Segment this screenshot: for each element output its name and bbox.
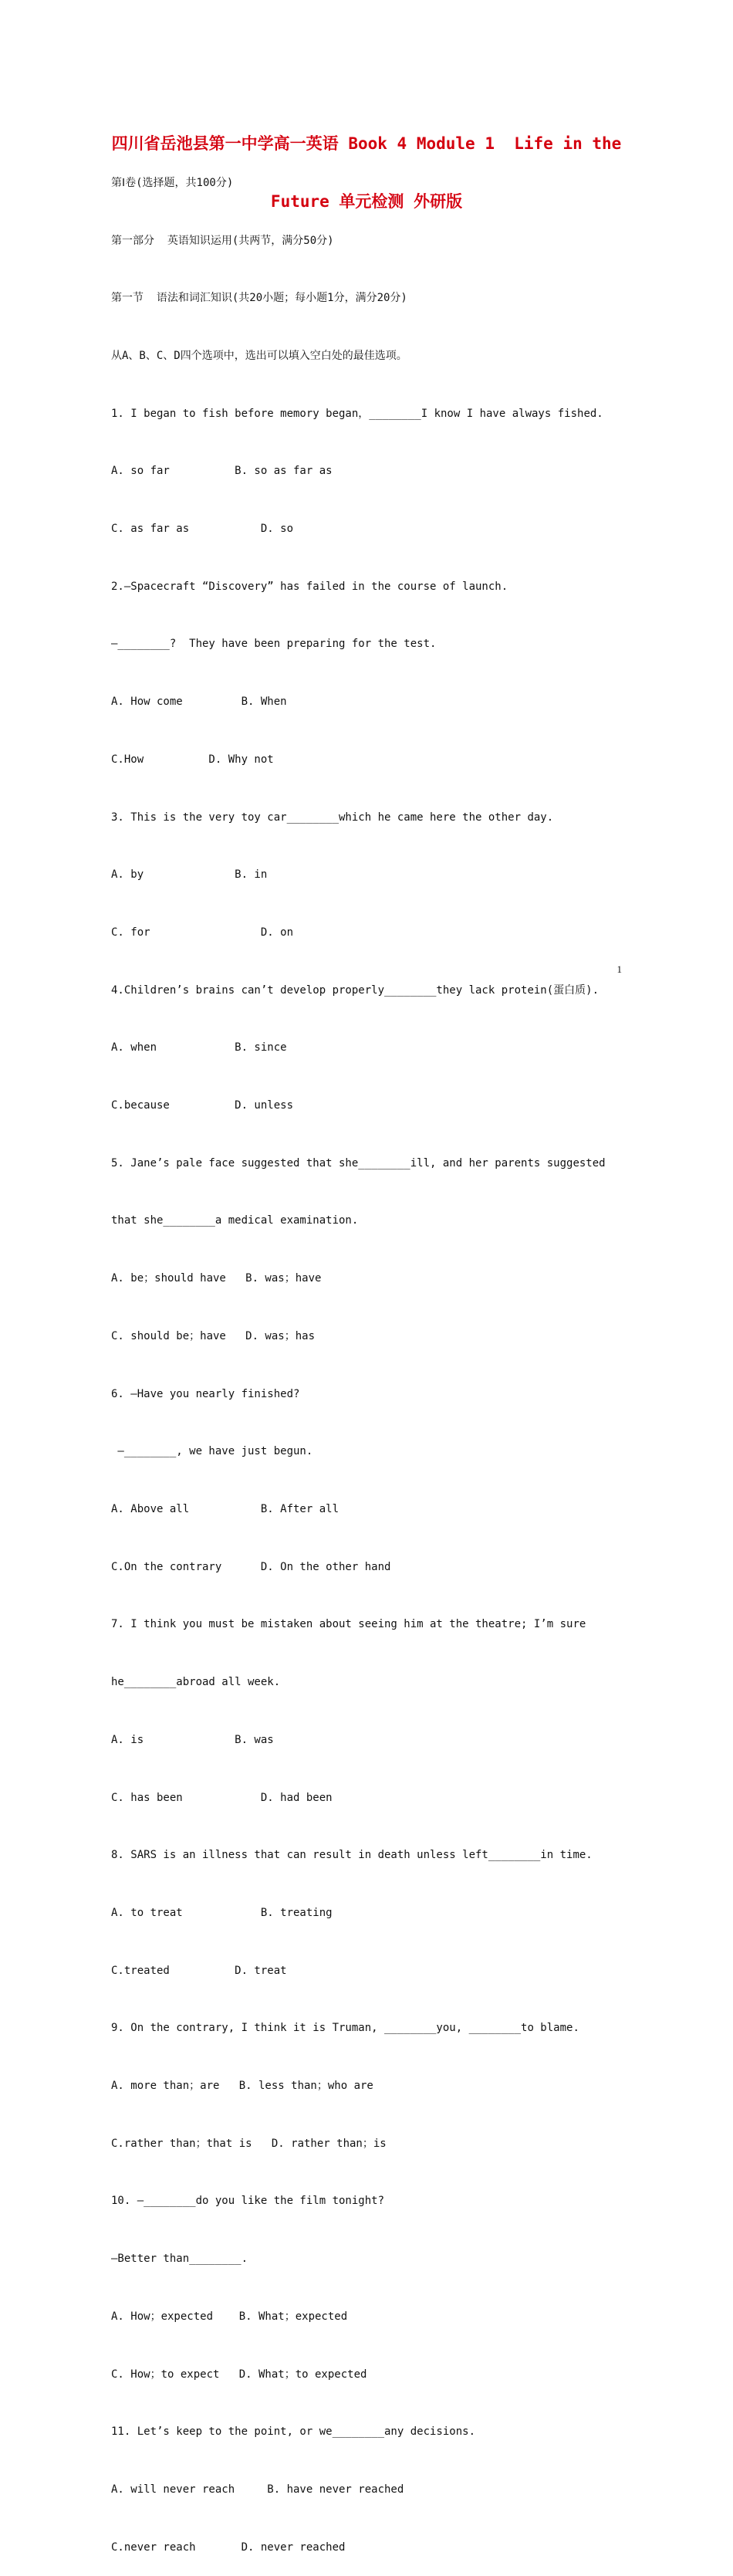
option-line: C.treated D. treat bbox=[111, 1964, 287, 1977]
option-line: A. How；expected B. What；expected bbox=[111, 2310, 348, 2323]
option-line: A. is B. was bbox=[111, 1733, 274, 1746]
question-line: 8. SARS is an illness that can result in death unless left________in time. bbox=[111, 1849, 593, 1862]
option-line: C.never reach D. never reached bbox=[111, 2540, 346, 2554]
option-line: C.On the contrary D. On the other hand bbox=[111, 1560, 391, 1573]
question-line: 11. Let’s keep to the point, or we________any decisions. bbox=[111, 2425, 476, 2439]
text-line: 从A、B、C、D四个选项中，选出可以填入空白处的最佳选项。 bbox=[111, 349, 407, 362]
question-line: 1. I began to fish before memory began，________I know I have always fished. bbox=[111, 407, 603, 420]
question-line: 9. On the contrary, I think it is Truman, ________you, ________to blame. bbox=[111, 2022, 579, 2035]
question-line: —Better than________. bbox=[111, 2253, 248, 2266]
option-line: C.How D. Why not bbox=[111, 753, 274, 766]
question-line: 5. Jane’s pale face suggested that she________ill, and her parents suggested bbox=[111, 1156, 606, 1170]
question-line: he________abroad all week. bbox=[111, 1676, 281, 1689]
option-line: C.rather than；that is D. rather than；is bbox=[111, 2137, 387, 2150]
option-line: C.because D. unless bbox=[111, 1099, 294, 1112]
question-line: 10. —________do you like the film tonight? bbox=[111, 2195, 385, 2208]
option-line: A. will never reach B. have never reached bbox=[111, 2483, 404, 2496]
title-line-1: 四川省岳池县第一中学高一英语 Book 4 Module 1 Life in the bbox=[111, 134, 622, 153]
option-line: C. for D. on bbox=[111, 926, 294, 939]
page-number: 1 bbox=[616, 963, 622, 975]
option-line: A. by B. in bbox=[111, 868, 268, 882]
option-line: C. as far as D. so bbox=[111, 523, 294, 536]
text-line: 第Ⅰ卷(选择题，共100分) bbox=[111, 176, 234, 189]
question-line: 7. I think you must be mistaken about seeing him at the theatre; I’m sure bbox=[111, 1618, 586, 1631]
option-line: A. more than；are B. less than；who are bbox=[111, 2080, 373, 2093]
question-line: —________, we have just begun. bbox=[111, 1445, 313, 1458]
question-line: that she________a medical examination. bbox=[111, 1214, 359, 1227]
option-line: A. so far B. so as far as bbox=[111, 465, 333, 478]
option-line: C. How；to expect D. What；to expected bbox=[111, 2368, 367, 2381]
option-line: A. How come B. When bbox=[111, 696, 287, 709]
option-line: A. when B. since bbox=[111, 1041, 287, 1054]
option-line: A. to treat B. treating bbox=[111, 1906, 333, 1919]
document-body bbox=[111, 135, 628, 2576]
question-line: 2.—Spacecraft “Discovery” has failed in the course of launch. bbox=[111, 580, 508, 593]
option-line: C. has been D. had been bbox=[111, 1791, 333, 1804]
text-line: 第一部分 英语知识运用(共两节，满分50分) bbox=[111, 234, 334, 247]
question-line: 3. This is the very toy car________which he came here the other day. bbox=[111, 811, 554, 824]
option-line: A. Above all B. After all bbox=[111, 1502, 339, 1515]
option-line: C. should be；have D. was；has bbox=[111, 1329, 316, 1342]
title-line-2: Future 单元检测 外研版 bbox=[270, 192, 463, 211]
text-line: 第一节 语法和词汇知识(共20小题；每小题1分，满分20分) bbox=[111, 292, 407, 305]
option-line: A. be；should have B. was；have bbox=[111, 1272, 322, 1285]
question-line: 4.Children’s brains can’t develop properly________they lack protein(蛋白质). bbox=[111, 983, 600, 997]
question-line: 6. —Have you nearly finished? bbox=[111, 1387, 300, 1400]
question-line: —________? They have been preparing for the test. bbox=[111, 638, 437, 651]
